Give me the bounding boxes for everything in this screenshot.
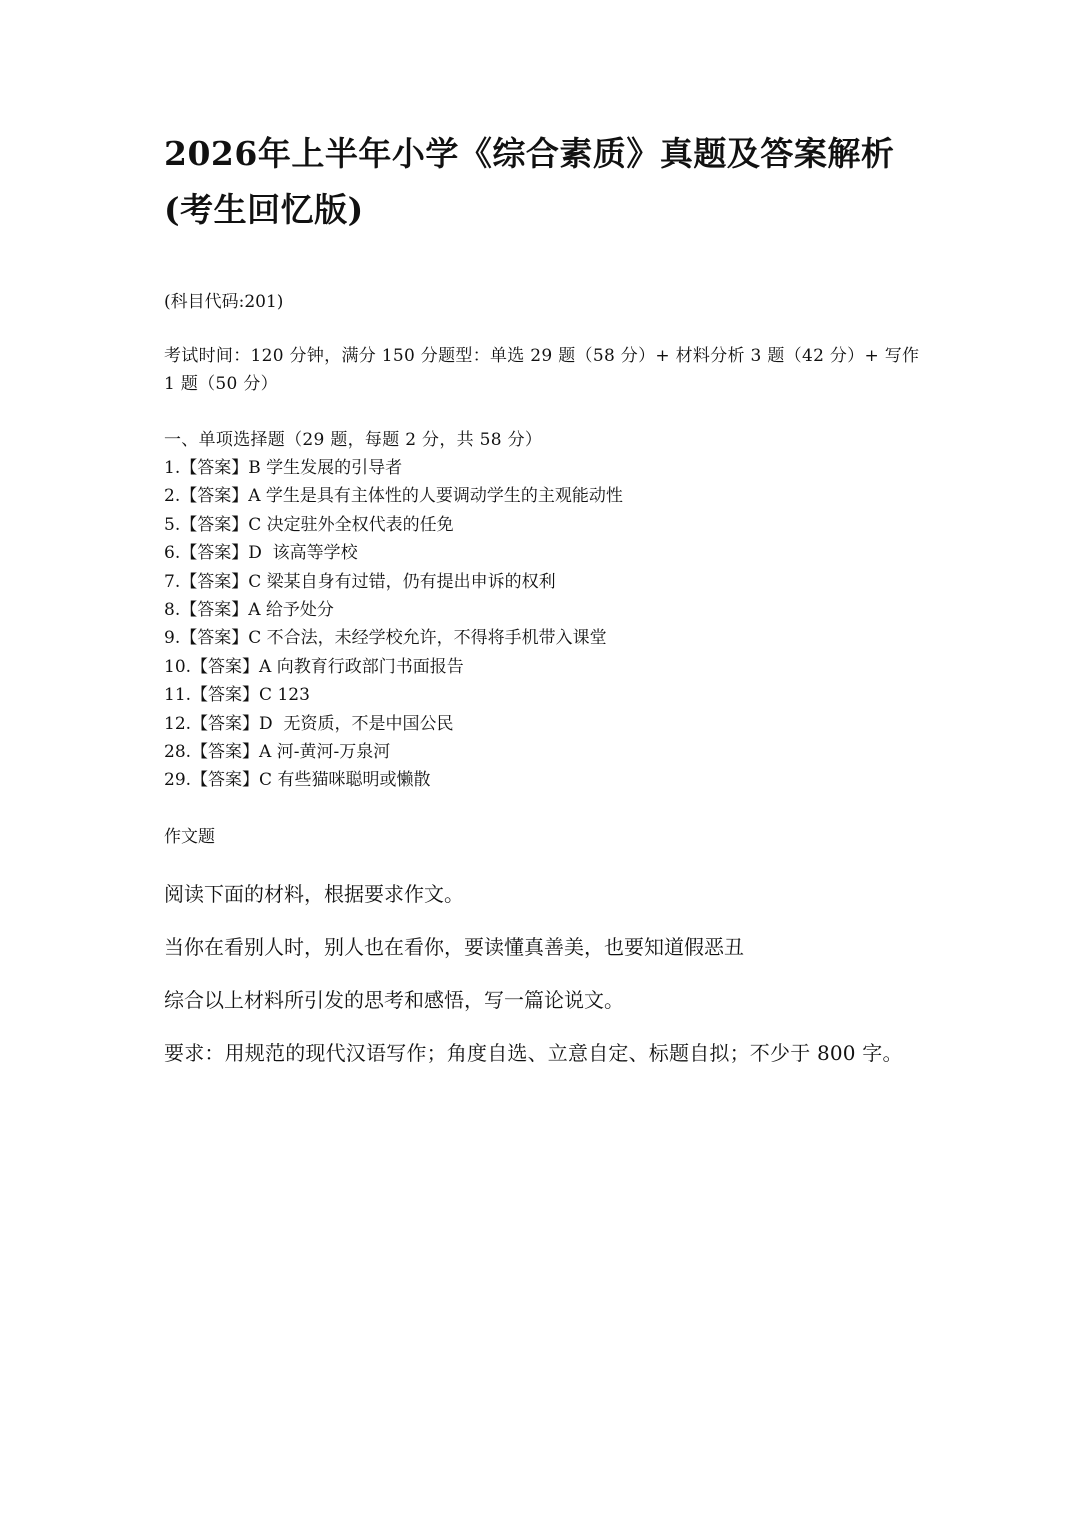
- answer-item: [164, 511, 924, 539]
- essay-task: 综合以上材料所引发的思考和感悟，写一篇论说文。: [164, 987, 624, 1012]
- answer-text: C 梁某自身有过错，仍有提出申诉的权利: [248, 571, 556, 592]
- answer-item: [164, 624, 924, 652]
- answer-number: 5.: [164, 514, 181, 535]
- answer-number: 29.: [164, 770, 192, 791]
- answer-number: 12.: [164, 713, 192, 734]
- answer-text: A 向教育行政部门书面报告: [259, 656, 464, 677]
- answer-tag: 【答案】: [180, 628, 249, 649]
- section-title: 一、单项选择题（29 题，每题 2 分，共 58 分）: [164, 430, 543, 450]
- answer-text: A 给予处分: [248, 600, 334, 621]
- essay-intro: 阅读下面的材料，根据要求作文。: [164, 881, 464, 906]
- answer-number: 28.: [164, 742, 192, 763]
- answer-tag: 【答案】: [191, 713, 260, 734]
- answer-text: C 决定驻外全权代表的任免: [248, 514, 454, 535]
- answer-item: [164, 482, 924, 510]
- answer-tag: 【答案】: [180, 514, 249, 535]
- answer-number: 10.: [164, 656, 192, 677]
- answer-text: B 学生发展的引导者: [248, 458, 403, 478]
- answer-tag: 【答案】: [191, 770, 260, 791]
- answer-number: 8.: [164, 600, 181, 621]
- answer-tag: 【答案】: [180, 458, 249, 478]
- answer-text: D 无资质，不是中国公民: [259, 713, 454, 734]
- answer-number: 7.: [164, 571, 181, 592]
- answer-tag: 【答案】: [191, 742, 260, 763]
- essay-material: 当你在看别人时，别人也在看你，要读懂真善美，也要知道假恶丑: [164, 934, 744, 959]
- answer-text: C 有些猫咪聪明或懒散: [259, 770, 431, 791]
- answer-number: 1.: [164, 458, 181, 478]
- answer-item: [164, 596, 924, 624]
- answer-item: [164, 766, 924, 794]
- answer-tag: 【答案】: [191, 685, 260, 706]
- answer-list: [164, 454, 924, 795]
- subject-code: (科目代码:201): [164, 292, 284, 312]
- answer-number: 6.: [164, 543, 181, 564]
- answer-item: [164, 653, 924, 681]
- answer-text: C 123: [259, 685, 310, 706]
- answer-text: A 河-黄河-万泉河: [259, 742, 391, 763]
- answer-number: 11.: [164, 685, 192, 706]
- answer-item: [164, 710, 924, 738]
- answer-text: C 不合法，未经学校允许，不得将手机带入课堂: [248, 628, 607, 649]
- answer-item: [164, 738, 924, 766]
- document-title: 2026年上半年小学《综合素质》真题及答案解析(考生回忆版): [164, 134, 895, 229]
- answer-number: 2.: [164, 486, 181, 507]
- answer-tag: 【答案】: [180, 600, 249, 621]
- answer-tag: 【答案】: [180, 486, 249, 507]
- answer-tag: 【答案】: [191, 656, 260, 677]
- exam-info: 考试时间：120 分钟，满分 150 分题型：单选 29 题（58 分）+ 材料分析 3 题（42 分）+ 写作 1 题（50 分）: [164, 346, 920, 394]
- essay-requirements: 要求：用规范的现代汉语写作；角度自选、立意自定、标题自拟；不少于 800 字。: [164, 1040, 903, 1065]
- document-content: [164, 126, 924, 1068]
- answer-item: [164, 568, 924, 596]
- answer-item: [164, 539, 924, 567]
- essay-heading: 作文题: [164, 826, 215, 847]
- answer-number: 9.: [164, 628, 181, 649]
- answer-tag: 【答案】: [180, 543, 249, 564]
- answer-text: A 学生是具有主体性的人要调动学生的主观能动性: [248, 486, 623, 507]
- answer-tag: 【答案】: [180, 571, 249, 592]
- answer-item: [164, 454, 924, 482]
- answer-text: D 该高等学校: [248, 543, 358, 564]
- answer-item: [164, 681, 924, 709]
